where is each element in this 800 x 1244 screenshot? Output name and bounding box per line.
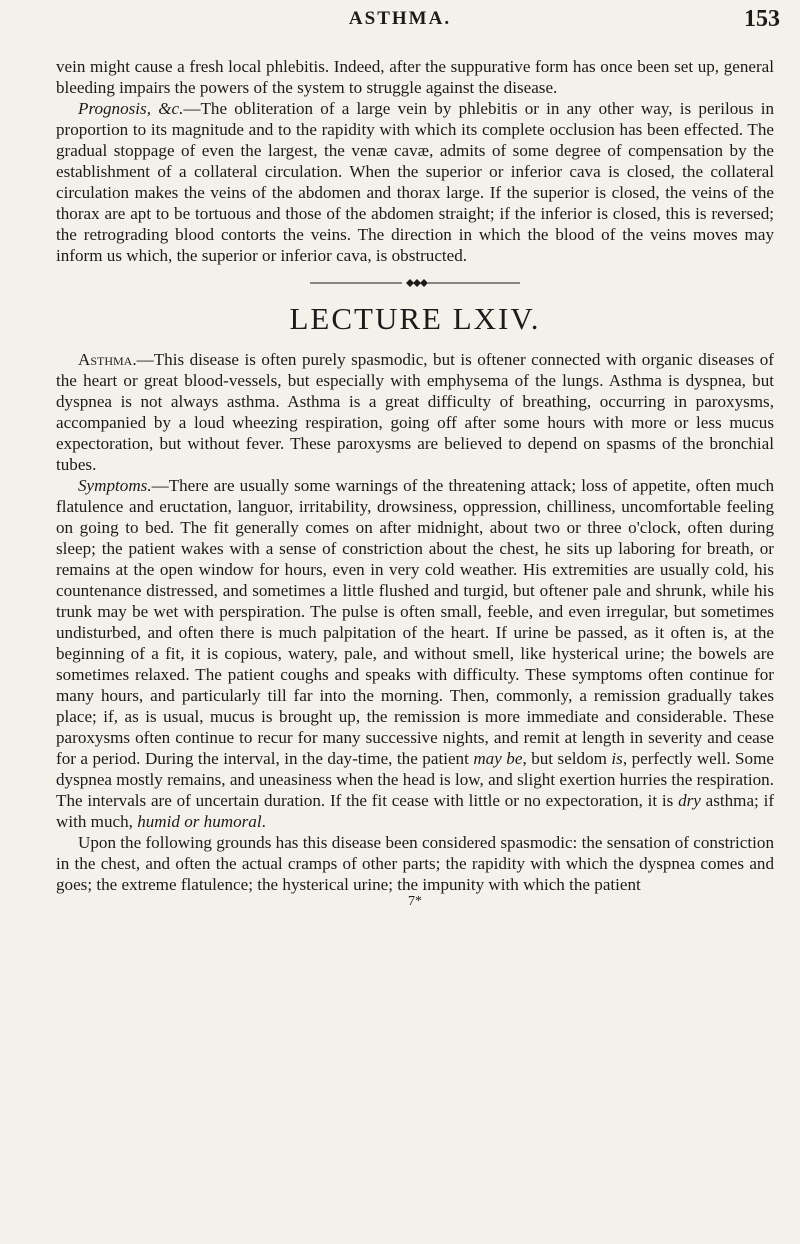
signature-mark: 7* bbox=[408, 894, 422, 909]
lecture-title: LECTURE LXIV. bbox=[289, 301, 541, 336]
prognosis-paragraph bbox=[56, 98, 774, 266]
dry-italic: dry bbox=[678, 791, 701, 810]
symptoms-text-2: , but seldom bbox=[522, 749, 612, 768]
symptoms-label: Symptoms. bbox=[78, 476, 152, 495]
page-number: 153 bbox=[744, 6, 780, 32]
running-head bbox=[0, 6, 800, 36]
prognosis-text: —The obliteration of a large vein by phlebitis or in any other way, is perilous in proportion to its magnitude and to the rapidity with which its complete occlusion has been effected. The gradual stoppage of even the largest, the venæ cavæ, admits of some degree of compensation by the establishment of a collateral circulation. When the superior or inferior cava is closed, the collateral circulation makes the veins of the abdomen and thorax large. If the superior is closed, the veins of the thorax are apt to be tortuous and those of the abdomen straight; if the inferior is closed, this is reversed; the retrograding blood contorts the veins. The direction in which the blood of the veins moves may inform us which, the superior or inferior cava, is obstructed. bbox=[56, 99, 774, 265]
prognosis-label: Prognosis, &c. bbox=[78, 99, 184, 118]
section-divider-ornament bbox=[310, 278, 520, 288]
asthma-paragraph bbox=[56, 349, 774, 475]
symptoms-text-1: —There are usually some warnings of the threatening attack; loss of appetite, often much flatulence and eructation, languor, irritability, drowsiness, oppression, chilliness, uncomfortable feeling on going to bed. The fit generally comes on after midnight, about two or three o'clock, often during sleep; the patient wakes with a sense of constriction about the chest, he sits up laboring for breath, or remains at the open window for hours, even in very cold weather. His extremities are usually cold, his countenance distressed, and sometimes a little flushed and turgid, but oftener pale and shrunk, while his trunk may be wet with perspiration. The pulse is often small, feeble, and even irregular, but sometimes undisturbed, and often there is much palpitation of the heart. If urine be passed, as it often is, at the beginning of a fit, it is copious, watery, pale, and without smell, like hysterical urine; the bowels are sometimes relaxed. The patient coughs and speaks with difficulty. These symptoms often continue for many hours, and particularly till far into the morning. Then, commonly, a remission gradually takes place; if, as is usual, mucus is brought up, the remission is more immediate and considerable. These paroxysms often continue to recur for many successive nights, and remit at length in severity and cease for a period. During the interval, in the day-time, the patient bbox=[56, 476, 774, 768]
asthma-text: —This disease is often purely spasmodic, but is oftener connected with organic diseases of the heart or great blood-vessels, but especially with emphysema of the lungs. Asthma is dyspnea, but dyspnea is not always asthma. Asthma is a great difficulty of breathing, occurring in paroxysms, accompanied by a loud wheezing respiration, going off after some hours with more or less mucus expectoration, but without fever. These paroxysms are believed to depend on spasms of the bronchial tubes. bbox=[56, 350, 774, 474]
symptoms-paragraph bbox=[56, 475, 774, 832]
body-text bbox=[56, 56, 774, 909]
symptoms-text-3: , perfectly well. Some dyspnea mostly remains, and uneasiness when the head is low, and slight exertion hurries the respiration. The intervals are of uncertain duration. If the fit cease with little or no expectoration, it is bbox=[56, 749, 774, 810]
running-title: ASTHMA. bbox=[348, 8, 452, 29]
may-be-italic: may be bbox=[473, 749, 523, 768]
humid-italic: humid or humoral bbox=[137, 812, 262, 831]
continued-paragraph: vein might cause a fresh local phlebitis. Indeed, after the suppurative form has once been set up, general bleeding impairs the powers of the system to struggle against the disease. bbox=[56, 57, 774, 97]
grounds-paragraph: Upon the following grounds has this disease been considered spasmodic: the sensation of constriction in the chest, and often the actual cramps of other parts; the rapidity with which the dyspnea comes and goes; the extreme flatulence; the hysterical urine; the impunity with which the patient bbox=[56, 833, 774, 894]
is-italic: is bbox=[611, 749, 623, 768]
symptoms-text-5: . bbox=[261, 812, 266, 831]
symptoms-text-4: asthma; if with much, bbox=[56, 791, 775, 831]
asthma-label: Asthma. bbox=[78, 350, 137, 369]
